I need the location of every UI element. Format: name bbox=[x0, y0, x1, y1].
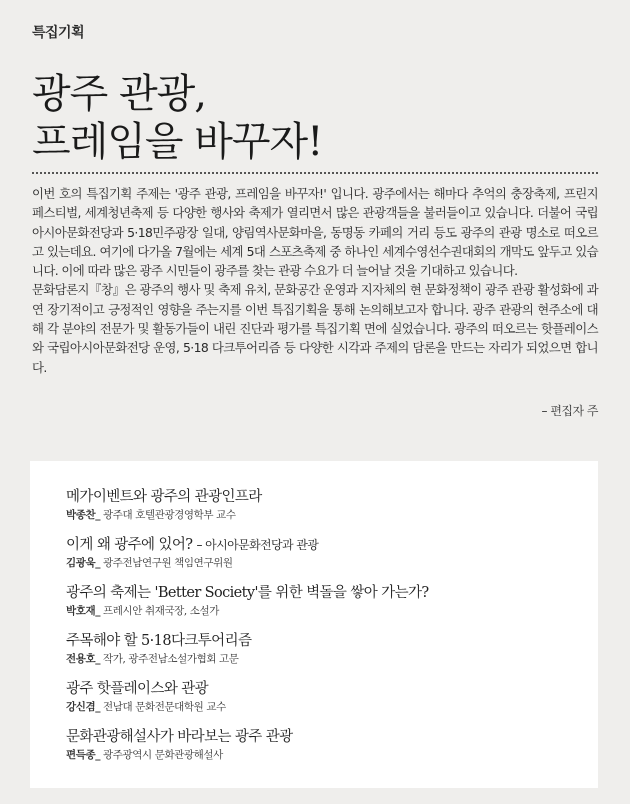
toc-item[interactable] bbox=[66, 487, 586, 535]
toc-item[interactable] bbox=[66, 631, 586, 679]
toc-item[interactable] bbox=[66, 679, 586, 727]
author-role: 광주전남연구원 책임연구위원 bbox=[103, 557, 233, 569]
toc-author bbox=[66, 603, 586, 619]
title-line-2: 프레임을 바꾸자! bbox=[32, 119, 323, 165]
toc-title: 광주의 축제는 'Better Society'를 위한 벽돌을 쌓아 가는가? bbox=[66, 585, 429, 601]
table-of-contents bbox=[30, 461, 598, 788]
toc-title: 광주 핫플레이스와 관광 bbox=[66, 681, 209, 697]
author-role: 작가, 광주전남소설가협회 고문 bbox=[103, 653, 239, 665]
author-name: 강신겸_ bbox=[66, 701, 101, 713]
author-name: 전용호_ bbox=[66, 653, 101, 665]
author-role: 전남대 문화전문대학원 교수 bbox=[103, 701, 226, 713]
toc-author bbox=[66, 651, 586, 667]
toc-author bbox=[66, 747, 586, 763]
toc-title: 주목해야 할 5·18다크투어리즘 bbox=[66, 633, 252, 649]
dotted-divider bbox=[32, 172, 598, 174]
author-name: 편득종_ bbox=[66, 749, 101, 761]
intro-paragraph-2: 문화담론지『창』은 광주의 행사 및 축제 유치, 문화공간 운영과 지자체의 현 문화정책이 광주 관광 활성화에 과연 장기적이고 긍정적인 영향을 주는지를 이번 특집기획을 통해 논의해보고자 합니다. 광주 관광의 현주소에 대해 각 분야의 전문가 및 활동가들이 내린 진단과 평가를 특집기획 면에 실었습니다. 광주의 떠오르는 핫플레이스와 국립아시아문화전당 운영, 5·18 다크투어리즘 등 다양한 시각과 주제의 담론을 만드는 자리가 되었으면 합니다. bbox=[32, 282, 598, 375]
author-role: 프레시안 취재국장, 소설가 bbox=[103, 605, 220, 617]
section-label: 특집기획 bbox=[32, 25, 85, 41]
toc-author bbox=[66, 699, 586, 715]
page-title bbox=[32, 70, 322, 166]
toc-item[interactable] bbox=[66, 535, 586, 583]
author-name: 김광욱_ bbox=[66, 557, 101, 569]
toc-title: 문화관광해설사가 바라보는 광주 관광 bbox=[66, 729, 293, 745]
title-line-1: 광주 관광, bbox=[32, 71, 206, 117]
toc-author bbox=[66, 555, 586, 571]
editor-note: – 편집자 주 bbox=[541, 404, 598, 418]
toc-item[interactable] bbox=[66, 583, 586, 631]
author-role: 광주대 호텔관광경영학부 교수 bbox=[103, 509, 236, 521]
author-role: 광주광역시 문화관광해설사 bbox=[103, 749, 223, 761]
toc-title: 이게 왜 광주에 있어? – 아시아문화전당과 관광 bbox=[66, 537, 319, 553]
toc-title: 메가이벤트와 광주의 관광인프라 bbox=[66, 489, 262, 505]
toc-list bbox=[66, 487, 586, 775]
intro-text bbox=[32, 184, 598, 377]
toc-item[interactable] bbox=[66, 727, 586, 775]
toc-author bbox=[66, 507, 586, 523]
intro-paragraph-1: 이번 호의 특집기획 주제는 '광주 관광, 프레임을 바꾸자!' 입니다. 광주에서는 해마다 추억의 충장축제, 프린지 페스티벌, 세계청년축제 등 다양한 행사와 축제가 열리면서 많은 관광객들을 불러들이고 있습니다. 더불어 국립아시아문화전당과 5·18민주광장 일대, 양림역사문화마을, 동명동 카페의 거리 등도 광주의 관광 명소로 떠오르고 있는데요. 여기에 다가올 7월에는 세계 5대 스포츠축제 중 하나인 세계수영선수권대회의 개막도 앞두고 있습니다. 이에 따라 많은 광주 시민들이 광주를 찾는 관광 수요가 더 늘어날 것을 기대하고 있습니다. bbox=[32, 186, 598, 279]
toc-subtitle: – 아시아문화전당과 관광 bbox=[196, 538, 319, 552]
author-name: 박종찬_ bbox=[66, 509, 101, 521]
author-name: 박호재_ bbox=[66, 605, 101, 617]
